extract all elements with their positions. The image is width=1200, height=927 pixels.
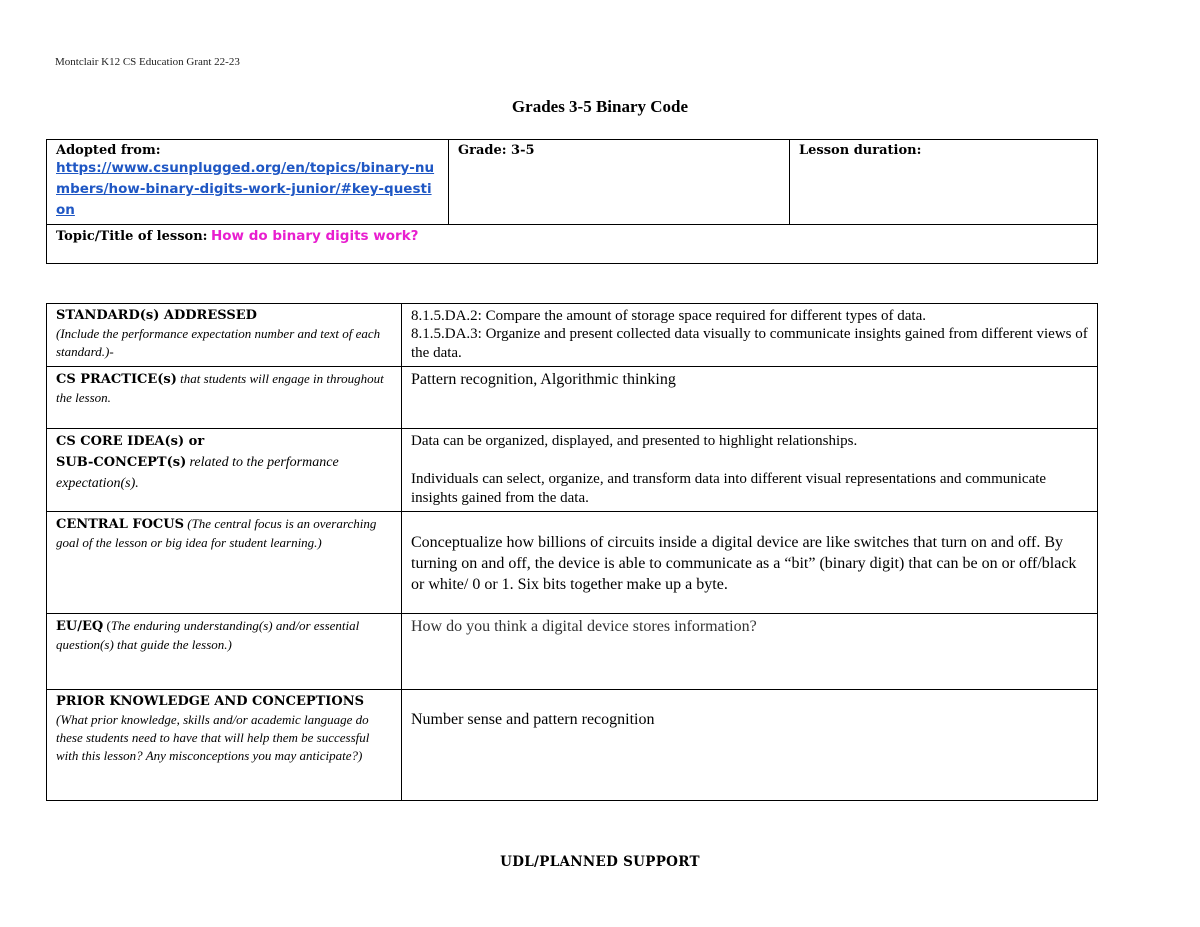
table-row (47, 429, 1098, 512)
duration-cell (790, 140, 1098, 225)
header-note: Montclair K12 CS Education Grant 22-23 (55, 56, 240, 68)
practice-value: Pattern recognition, Algorithmic thinking (411, 371, 676, 388)
central-focus-value: Conceptualize how billions of circuits inside a digital device are like switches that turn on and off. By turning on and off, the device is able to communicate as a “bit” (binary digit) that can be on or off/black or white/ 0 or 1. Six bits together make up a byte. (411, 534, 1077, 593)
core-idea-line-1: Data can be organized, displayed, and presented to highlight relationships. (411, 433, 858, 449)
sub-concept-label: SUB-CONCEPT(s) (56, 455, 187, 470)
eueq-label: EU/EQ (56, 619, 104, 634)
standard-line-1: 8.1.5.DA.2: Compare the amount of storage space required for different types of data. (411, 308, 926, 324)
standards-note: (Include the performance expectation number and text of each standard.)- (56, 326, 381, 359)
practice-label: CS PRACTICE(s) (56, 372, 177, 387)
eueq-note-prefix: ( (106, 618, 111, 633)
topic-cell (47, 225, 1098, 264)
topic-value: How do binary digits work? (210, 228, 419, 244)
practice-note: that students will engage in throughout the lesson. (56, 371, 384, 405)
topic-label: Topic/Title of lesson: (56, 229, 208, 244)
table-row (47, 367, 1098, 429)
core-idea-label: CS CORE IDEA(s) or (56, 434, 205, 449)
standards-label: STANDARD(s) ADDRESSED (56, 308, 257, 323)
core-idea-line-2: Individuals can select, organize, and transform data into different visual representations and communicate insights gained from the data. (411, 471, 1047, 506)
core-idea-note: related to the performance expectation(s). (56, 455, 339, 491)
udl-heading: UDL/PLANNED SUPPORT (500, 854, 700, 870)
standard-line-2: 8.1.5.DA.3: Organize and present collected data visually to communicate insights gained from different views of the data. (411, 326, 1088, 361)
prior-knowledge-note: (What prior knowledge, skills and/or academic language do these students need to have that will help them be successful with this lesson? Any misconceptions you may anticipate?) (56, 712, 370, 763)
prior-knowledge-value: Number sense and pattern recognition (411, 711, 655, 728)
document-title: Grades 3-5 Binary Code (511, 97, 689, 116)
central-focus-note: (The central focus is an overarching goal of the lesson or big idea for student learning.) (56, 516, 377, 550)
table-row (47, 512, 1098, 614)
prior-knowledge-label: PRIOR KNOWLEDGE AND CONCEPTIONS (56, 694, 364, 709)
lesson-info-table (46, 139, 1098, 264)
eueq-value: How do you think a digital device stores information? (411, 618, 757, 635)
adopted-from-label: Adopted from: (56, 143, 161, 158)
table-row (47, 304, 1098, 367)
adopted-from-cell (47, 140, 449, 225)
central-focus-label: CENTRAL FOCUS (56, 517, 184, 532)
grade-label: Grade: 3-5 (458, 143, 535, 158)
table-row (47, 614, 1098, 690)
source-link[interactable]: https://www.csunplugged.org/en/topics/binary-numbers/how-binary-digits-work-junior/#key-question (56, 160, 435, 218)
eueq-note: The enduring understanding(s) and/or essential question(s) that guide the lesson.) (56, 618, 360, 652)
standards-table (46, 303, 1098, 801)
lesson-duration-label: Lesson duration: (799, 143, 922, 158)
grade-cell (449, 140, 790, 225)
table-row (47, 690, 1098, 801)
